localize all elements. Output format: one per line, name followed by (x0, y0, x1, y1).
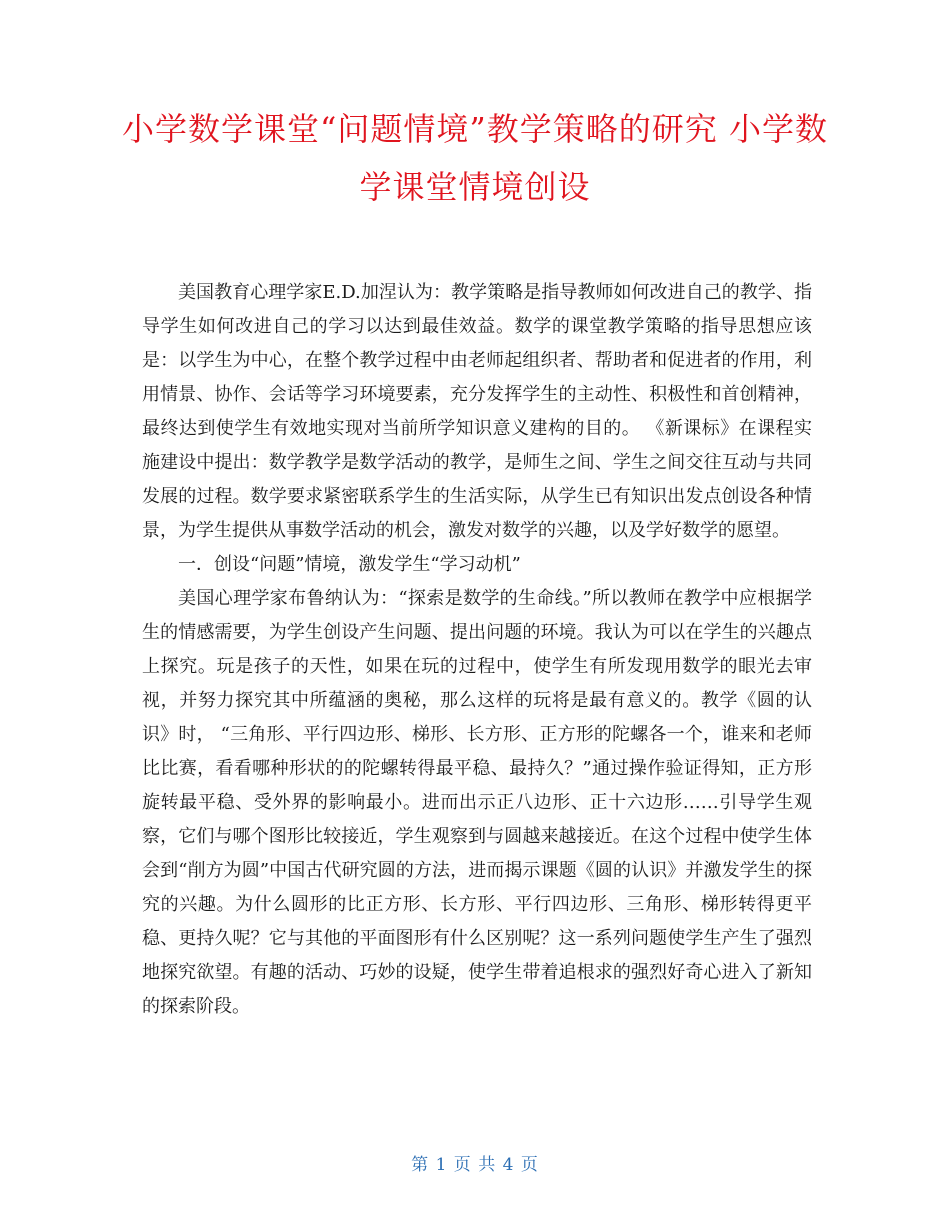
paragraph-section-1: 美国心理学家布鲁纳认为：“探索是数学的生命线。”所以教师在教学中应根据学生的情感需要，为学生创设产生问题、提出问题的环境。我认为可以在学生的兴趣点上探究。玩是孩子的天性，如果在玩的过程中，使学生有所发现用数学的眼光去审视，并努力探究其中所蕴涵的奥秘，那么这样的玩将是最有意义的。教学《圆的认识》时， “三角形、平行四边形、梯形、长方形、正方形的陀螺各一个，谁来和老师比比赛，看看哪种形状的的陀螺转得最平稳、最持久？”通过操作验证得知，正方形旋转最平稳、受外界的影响最小。进而出示正八边形、正十六边形……引导学生观察，它们与哪个图形比较接近，学生观察到与圆越来越接近。在这个过程中使学生体会到“削方为圆”中国古代研究圆的方法，进而揭示课题《圆的认识》并激发学生的探究的兴趣。为什么圆形的比正方形、长方形、平行四边形、三角形、梯形转得更平稳、更持久呢？它与其他的平面图形有什么区别呢？这一系列问题使学生产生了强烈地探究欲望。有趣的活动、巧妙的设疑，使学生带着追根求的强烈好奇心进入了新知的探索阶段。 (142, 588, 812, 1017)
document-title: 小学数学课堂“问题情境”教学策略的研究 小学数学课堂情境创设 (122, 110, 828, 206)
page-footer (0, 1150, 950, 1175)
page-number-label: 第 1 页 共 4 页 (411, 1155, 539, 1175)
document-body (142, 276, 812, 1024)
paragraph-intro: 美国教育心理学家E.D.加涅认为：教学策略是指导教师如何改进自己的教学、指导学生如何改进自己的学习以达到最佳效益。数学的课堂教学策略的指导思想应该是：以学生为中心，在整个教学过程中由老师起组织者、帮助者和促进者的作用，利用情景、协作、会话等学习环境要素，充分发挥学生的主动性、积极性和首创精神，最终达到使学生有效地实现对当前所学知识意义建构的目的。 《新课标》在课程实施建设中提出：数学教学是数学活动的教学，是师生之间、学生之间交往互动与共同发展的过程。数学要求紧密联系学生的生活实际，从学生已有知识出发点创设各种情景，为学生提供从事数学活动的机会，激发对数学的兴趣，以及学好数学的愿望。 (142, 282, 812, 541)
section-heading-1: 一．创设“问题”情境，激发学生“学习动机” (178, 554, 521, 575)
